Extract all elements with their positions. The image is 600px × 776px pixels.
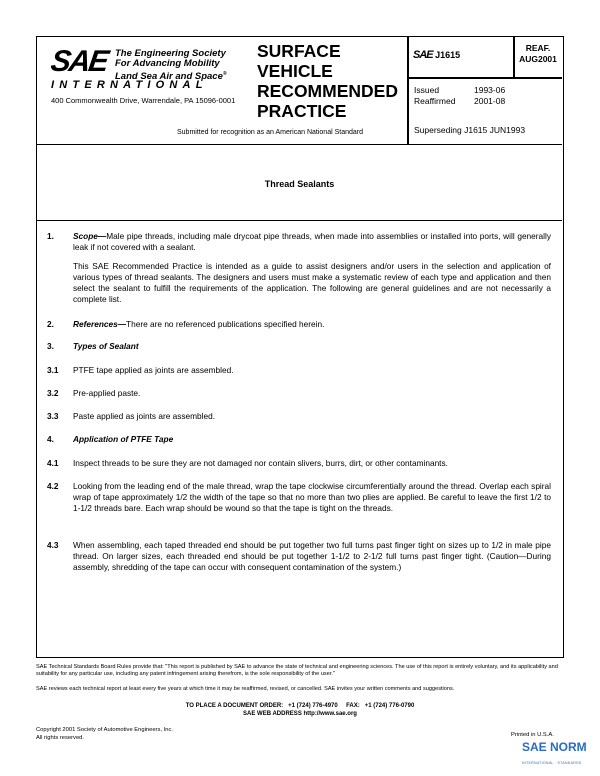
document-number: SAE J1615 <box>413 49 461 61</box>
printed-in: Printed in U.S.A. <box>511 732 554 738</box>
standards-policy: SAE Technical Standards Board Rules provide that: "This report is published by SAE to advance the state of technical and engineering sciences. The use of this report is entirely voluntary, and its applicability and suitability for any particular use, including any patent infringement arising therefrom, is the sole responsibility of the user." <box>36 664 558 677</box>
society-tagline: The Engineering Society For Advancing Mobility Land Sea Air and Space® <box>115 48 227 83</box>
address: 400 Commonwealth Drive, Warrendale, PA 15096-0001 <box>51 96 236 105</box>
order-info: TO PLACE A DOCUMENT ORDER: +1 (724) 776-4970 FAX: +1 (724) 776-0790 SAE WEB ADDRESS http://www.sae.org <box>185 703 415 717</box>
sae-logo: SAE <box>48 45 110 78</box>
international-label: INTERNATIONAL <box>51 79 208 91</box>
sae-norm-watermark: SAE NORM <box>522 740 587 754</box>
document-title: Thread Sealants <box>264 179 335 189</box>
divider <box>407 37 409 145</box>
document-header <box>37 37 562 145</box>
divider <box>407 77 562 79</box>
sae-norm-watermark-sub: INTERNATIONAL · STANDARDS <box>522 761 582 765</box>
copyright: Copyright 2001 Society of Automotive Engineers, Inc. All rights reserved. <box>36 727 173 741</box>
web-address-link[interactable]: http://www.sae.org <box>303 711 357 717</box>
reaffirmed-row: Reaffirmed 2001-08 <box>414 96 506 106</box>
issued-row: Issued 1993-06 <box>414 85 506 95</box>
submitted-note: Submitted for recognition as an American National Standard <box>177 129 363 136</box>
document-page: SAE The Engineering Society For Advancing Mobility Land Sea Air and Space® INTERNATIONAL 400 Commonwealth Drive, Warrendale, PA 15096-0001 SURFACE VEHICLE RECOMMENDED PRACTICE Submitted for recognition as an American National Standard SAE J1615 REAF. AUG2001 Issued 1993-06 Reaffirmed 2001-08 Superseding J1615 JUN1993 Thread Sealants 1. Scope—Male pipe threads, including male drycoat pipe threads, when made into assemblies or installed into ports, will generally leak if not covered with a sealant. This SAE Recommended Practice is intended as a guide to assist designers and/or users in the selection and application of various types of thread sealants. The designers and users must make a systematic review of each type and application and then select the sealant to fulfill the requirements of the application. The following are general guidelines and are not necessarily a complete list. 2. References—There are no referenced publications specified herein. 3. Types of Sealant 3.1 PTFE tape applied as joints are assembled. 3.2 Pre-applied paste. 3.3 Paste applied as joints are assembled. 4. Application of PTFE Tape 4.1 Inspect threads to be sure they are not damaged nor contain slivers, burrs, dirt, or other contaminants. 4.2 Looking from the leading end of the male thread, wrap the tape clockwise circumferentially around the thread. Overlap each spiral wrap of tape approximately 1/2 the width of the tape so that no more than two plies are applied. Be careful to leave the first 1/2 to 1-1/2 threads bare. Each wrap should be wound so that the tape is tight on the threads. 4.3 When assembling, each taped threaded end should be put together two full turns past finger tight on sizes up to 1/2 in male pipe thread. On larger sizes, each threaded end should be put together 1-1/2 to 2-1/2 full turns past finger tight. (Caution—During assembly, shredding of the tape can occur with consequent contamination of the system.) <box>36 36 564 658</box>
document-type: SURFACE VEHICLE RECOMMENDED PRACTICE <box>257 41 398 121</box>
document-dates <box>414 85 505 107</box>
title-row <box>37 145 562 221</box>
reaffirmation-box: REAF. AUG2001 <box>519 43 557 64</box>
superseding-note: Superseding J1615 JUN1993 <box>414 125 526 135</box>
review-note: SAE reviews each technical report at least every five years at which time it may be reaffirmed, revised, or cancelled. SAE invites your written comments and suggestions. <box>36 686 455 692</box>
